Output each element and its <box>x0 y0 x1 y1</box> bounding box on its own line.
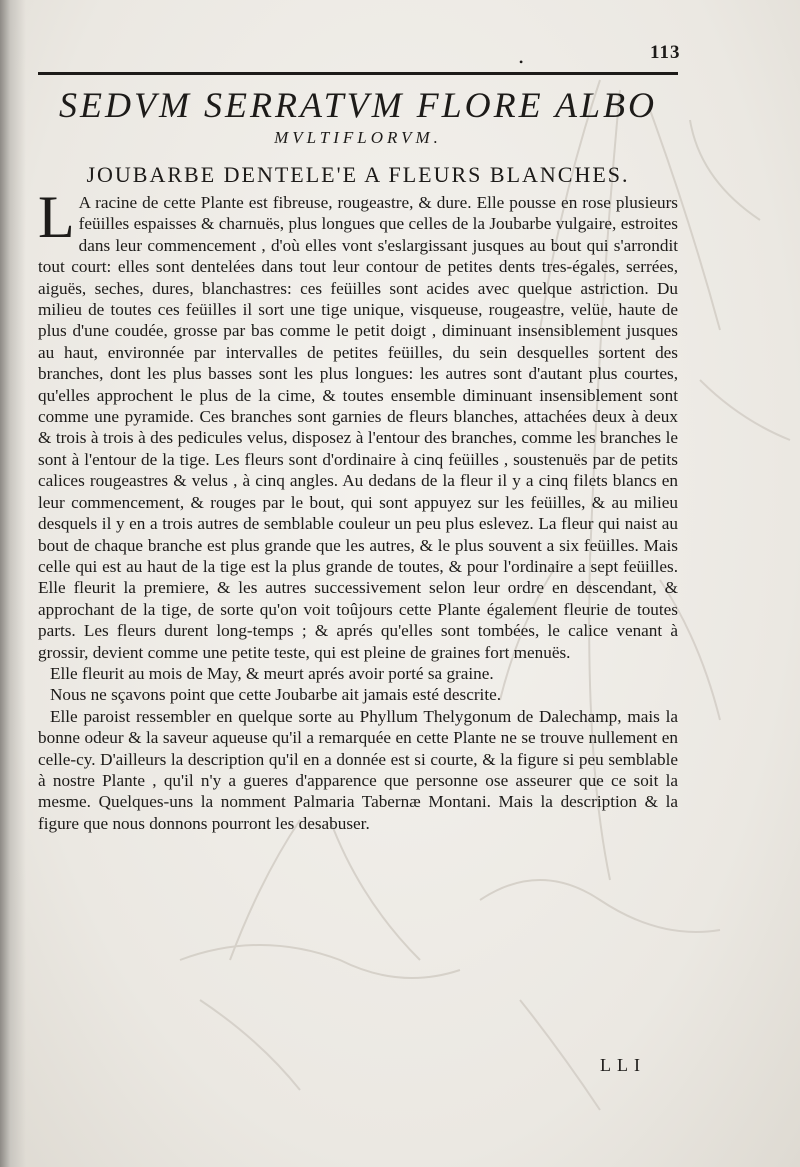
signature-mark: LLI <box>600 1055 646 1075</box>
paragraph-undescribed: Nous ne sçavons point que cette Joubarbe ait jamais esté descrite. <box>50 685 502 705</box>
paragraph-description <box>38 184 678 663</box>
paragraph-text: A racine de cette Plante est fibreuse, rougeastre, & dure. Elle pousse en rose plusieurs feüilles espaisses & charnuës, plus longues que celles de la Joubarbe vulgaire, estroites dans leur commencement , d'où elles vont s'eslargissant jusques au bout qui s'arrondit tout court: elles sont dentelées dans tout leur contour de petites dents tres-égales, serrées, aiguës, seches, dures, blanchastres: ces feüilles sont acides avec quelque astriction. Du milieu de toutes ces feüilles il sort une tige unique, visqueuse, rougeastre, velüe, haute de plus d'une coudée, grosse par bas comme le petit doigt , diminuant insensiblement jusques au haut, environnée par intervalles de petites feüilles, du sein desquelles sortent des branches, dont les plus basses sont les plus longues: les autres sont d'autant plus courtes, qu'elles approchent le plus de la cime, & toutes ensemble diminuant insensiblement sont comme une pyramide. Ces branches sont garnies de fleurs blanches, attachées deux à deux & trois à trois à des pedicules velus, disposez à l'entour des branches, comme les branches le sont à l'entour de la tige. Les fleurs sont d'ordinaire à cinq feüilles , soustenuës par de petits calices rougeastres & velus , à cinq angles. Au dedans de la fleur il y a cinq filets blancs en leur commencement, & rouges par le bout, qui sont appuyez sur les feüilles, & au milieu desquels il y en a trois autres de semblable couleur un peu plus eslevez. La fleur qui naist au bout de chaque branche est plus grande que les autres, & le plus souvent a six feüilles. Mais celle qui est au haut de la tige est la plus grande de toutes, & pour l'ordinaire a sept feüilles. Elle fleurit la premiere, & les autres successivement selon leur ordre en descendant, & approchant de la tige, de sorte qu'on voit toûjours cette Plante également fleurie de toutes parts. Les fleurs durent long-temps ; & aprés qu'elles sont tombées, le calice venant à grossir, devient comme une petite teste, qui est pleine de graines fort menuës. <box>38 193 678 662</box>
header-rule <box>38 72 678 75</box>
binding-shadow <box>0 0 26 1167</box>
page-number: 113 <box>650 42 681 63</box>
paragraph-comparison: Elle paroist ressembler en quelque sorte au Phyllum Thelygonum de Dalechamp, mais la bonne odeur & la saveur aqueuse qu'il a remarquée en cette Plante ne se trouve nullement en celle-cy. D'ailleurs la description qu'il en a donnée est si courte, & la figure si peu semblable à nostre Plante , qu'il n'y a gueres d'apparence que personne ose asseurer que ce soit la mesme. Quelques-uns la nomment Palmaria Tabernæ Montani. Mais la description & la figure que nous donnons pourront les desabuser. <box>38 706 678 833</box>
ornament-mark: • <box>519 55 524 69</box>
paragraph-flowering: Elle fleurit au mois de May, & meurt aprés avoir porté sa graine. <box>50 663 494 683</box>
drop-cap: L <box>38 184 75 250</box>
latin-title: SEDVM SERRATVM FLORE ALBO <box>59 85 657 125</box>
body-text <box>38 184 678 834</box>
french-title: JOUBARBE DENTELE'E A FLEURS BLANCHES. <box>86 162 630 187</box>
latin-subtitle: MVLTIFLORVM. <box>274 128 442 147</box>
